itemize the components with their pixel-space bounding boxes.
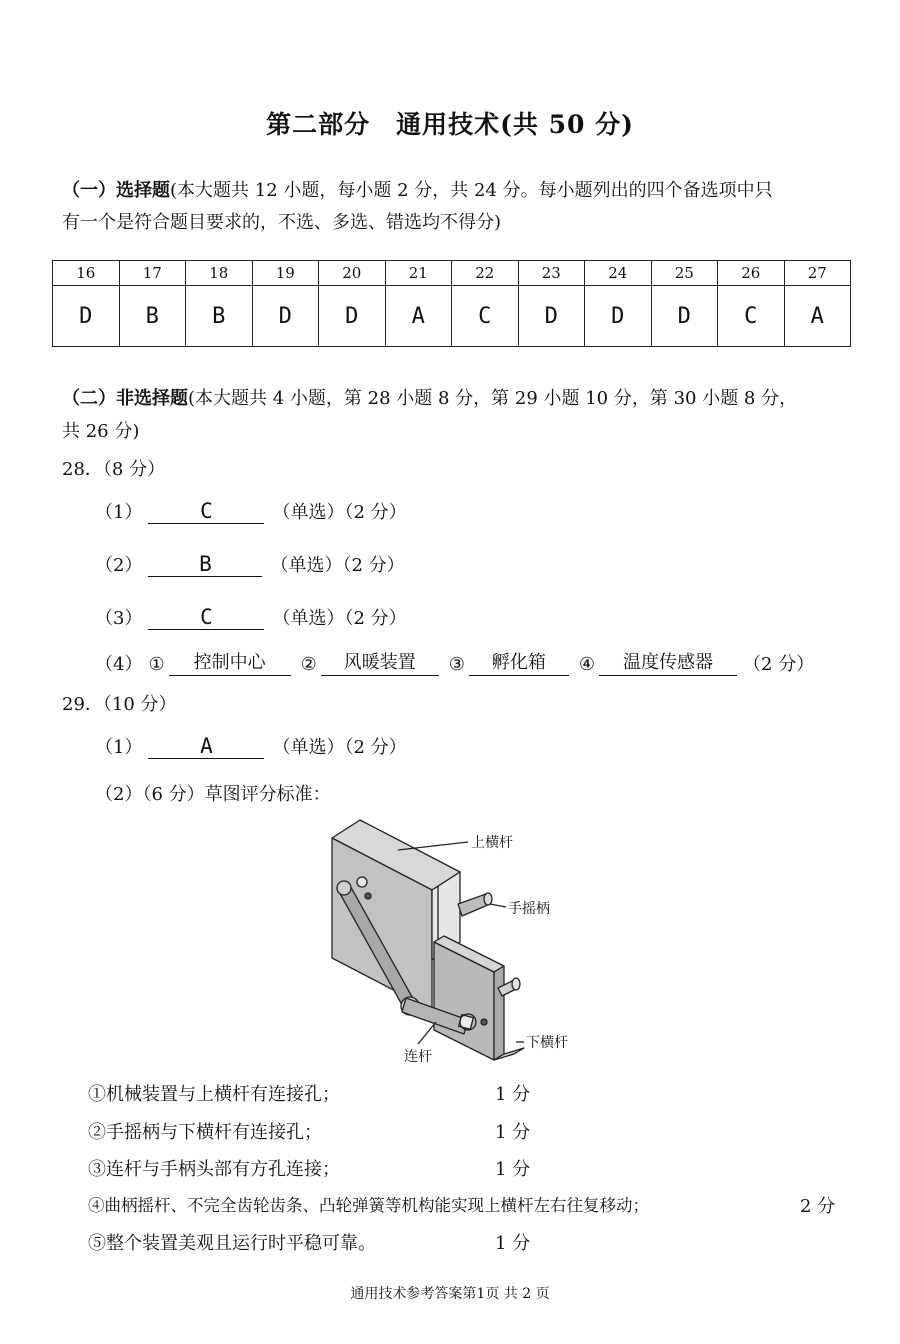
answer-table-numbers-row bbox=[53, 261, 851, 286]
answer-cell: B bbox=[119, 286, 186, 347]
item-label: （1） bbox=[95, 502, 143, 523]
question-number: 17 bbox=[119, 261, 186, 286]
label-upper-bar: 上横杆 bbox=[471, 835, 513, 851]
item-label: （4） bbox=[95, 654, 143, 675]
circled-marker: ④ bbox=[578, 654, 596, 675]
answer-cell: D bbox=[252, 286, 319, 347]
question-number: 19 bbox=[252, 261, 319, 286]
criterion-1: ①机械装置与上横杆有连接孔； bbox=[88, 1084, 340, 1105]
answer-table bbox=[52, 260, 851, 347]
answer-cell: D bbox=[651, 286, 718, 347]
answer-cell: A bbox=[385, 286, 452, 347]
question-number: 26 bbox=[718, 261, 785, 286]
criterion-4-score: 2 分 bbox=[800, 1196, 836, 1217]
label-link-rod: 连杆 bbox=[404, 1049, 432, 1065]
q29-header: 29．（10 分） bbox=[62, 694, 177, 715]
question-number: 18 bbox=[186, 261, 253, 286]
section2-desc bbox=[62, 383, 797, 415]
question-number: 21 bbox=[385, 261, 452, 286]
q28-item-4 bbox=[95, 650, 814, 676]
question-number: 25 bbox=[651, 261, 718, 286]
question-number: 24 bbox=[585, 261, 652, 286]
answer-cell: D bbox=[585, 286, 652, 347]
q28-item-1 bbox=[95, 498, 407, 524]
page-footer: 通用技术参考答案第1页 共 2 页 bbox=[350, 1286, 550, 1302]
answer-blank: A bbox=[148, 734, 264, 759]
section1-desc-line2: 有一个是符合题目要求的，不选、多选、错选均不得分) bbox=[62, 212, 502, 233]
answer-cell: D bbox=[518, 286, 585, 347]
item-label: （3） bbox=[95, 608, 143, 629]
criterion-3-score: 1 分 bbox=[495, 1159, 531, 1180]
section1-heading: （一）选择题 bbox=[62, 180, 170, 201]
section1-desc-line1: (本大题共 12 小题，每小题 2 分，共 24 分。每小题列出的四个备选项中只 bbox=[170, 180, 773, 201]
criterion-5-score: 1 分 bbox=[495, 1233, 531, 1254]
q28-item-2 bbox=[95, 551, 405, 577]
section2-desc-line1: (本大题共 4 小题，第 28 小题 8 分，第 29 小题 10 分，第 30 小题 8 分， bbox=[188, 388, 798, 409]
answer-cell: D bbox=[53, 286, 120, 347]
item-score: （2 分） bbox=[743, 654, 815, 675]
item-label: （2） bbox=[95, 555, 143, 576]
section1-desc bbox=[62, 175, 773, 207]
answer-blank: C bbox=[148, 605, 264, 630]
answer-cell: C bbox=[718, 286, 785, 347]
circled-marker: ② bbox=[300, 654, 317, 675]
section2-heading: （二）非选择题 bbox=[62, 388, 188, 409]
item-note: （单选）（2 分） bbox=[272, 502, 407, 523]
q29-item-2: （2）（6 分）草图评分标准： bbox=[95, 784, 331, 805]
label-lower-bar: 下横杆 bbox=[526, 1035, 568, 1051]
question-number: 22 bbox=[452, 261, 519, 286]
criterion-2-score: 1 分 bbox=[495, 1122, 531, 1143]
circled-marker: ① bbox=[148, 654, 165, 675]
question-number: 20 bbox=[319, 261, 386, 286]
answer-cell: B bbox=[186, 286, 253, 347]
criterion-4: ④曲柄摇杆、不完全齿轮齿条、凸轮弹簧等机构能实现上横杆左右往复移动； bbox=[88, 1196, 649, 1215]
page-title: 第二部分 通用技术(共 50 分) bbox=[266, 110, 634, 139]
answer-cell: C bbox=[452, 286, 519, 347]
answer-cell: D bbox=[319, 286, 386, 347]
item-note: （单选）（2 分） bbox=[272, 737, 407, 758]
answer-blank: C bbox=[148, 499, 264, 524]
mechanism-sketch bbox=[318, 812, 588, 1072]
question-number: 16 bbox=[53, 261, 120, 286]
criterion-5: ⑤整个装置美观且运行时平稳可靠。 bbox=[88, 1233, 376, 1254]
criterion-3: ③连杆与手柄头部有方孔连接； bbox=[88, 1159, 340, 1180]
q28-item-3 bbox=[95, 604, 407, 630]
item-note: （单选）（2 分） bbox=[272, 608, 407, 629]
answer-blank: 控制中心 bbox=[169, 651, 291, 676]
answer-table-answers-row bbox=[53, 286, 851, 347]
answer-blank: 温度传感器 bbox=[599, 651, 737, 676]
answer-blank: 风暖装置 bbox=[321, 651, 439, 676]
question-number: 23 bbox=[518, 261, 585, 286]
criterion-1-score: 1 分 bbox=[495, 1084, 531, 1105]
q28-header: 28．（8 分） bbox=[62, 459, 166, 480]
answer-blank: 孵化箱 bbox=[469, 651, 569, 676]
q29-item-1 bbox=[95, 733, 407, 759]
label-hand-crank: 手摇柄 bbox=[508, 901, 550, 917]
item-label: （1） bbox=[95, 737, 143, 758]
item-note: （单选）（2 分） bbox=[270, 555, 405, 576]
answer-blank: B bbox=[148, 552, 262, 577]
section2-desc-line2: 共 26 分) bbox=[62, 421, 140, 442]
answer-cell: A bbox=[784, 286, 851, 347]
criterion-2: ②手摇柄与下横杆有连接孔； bbox=[88, 1122, 322, 1143]
circled-marker: ③ bbox=[448, 654, 465, 675]
question-number: 27 bbox=[784, 261, 851, 286]
